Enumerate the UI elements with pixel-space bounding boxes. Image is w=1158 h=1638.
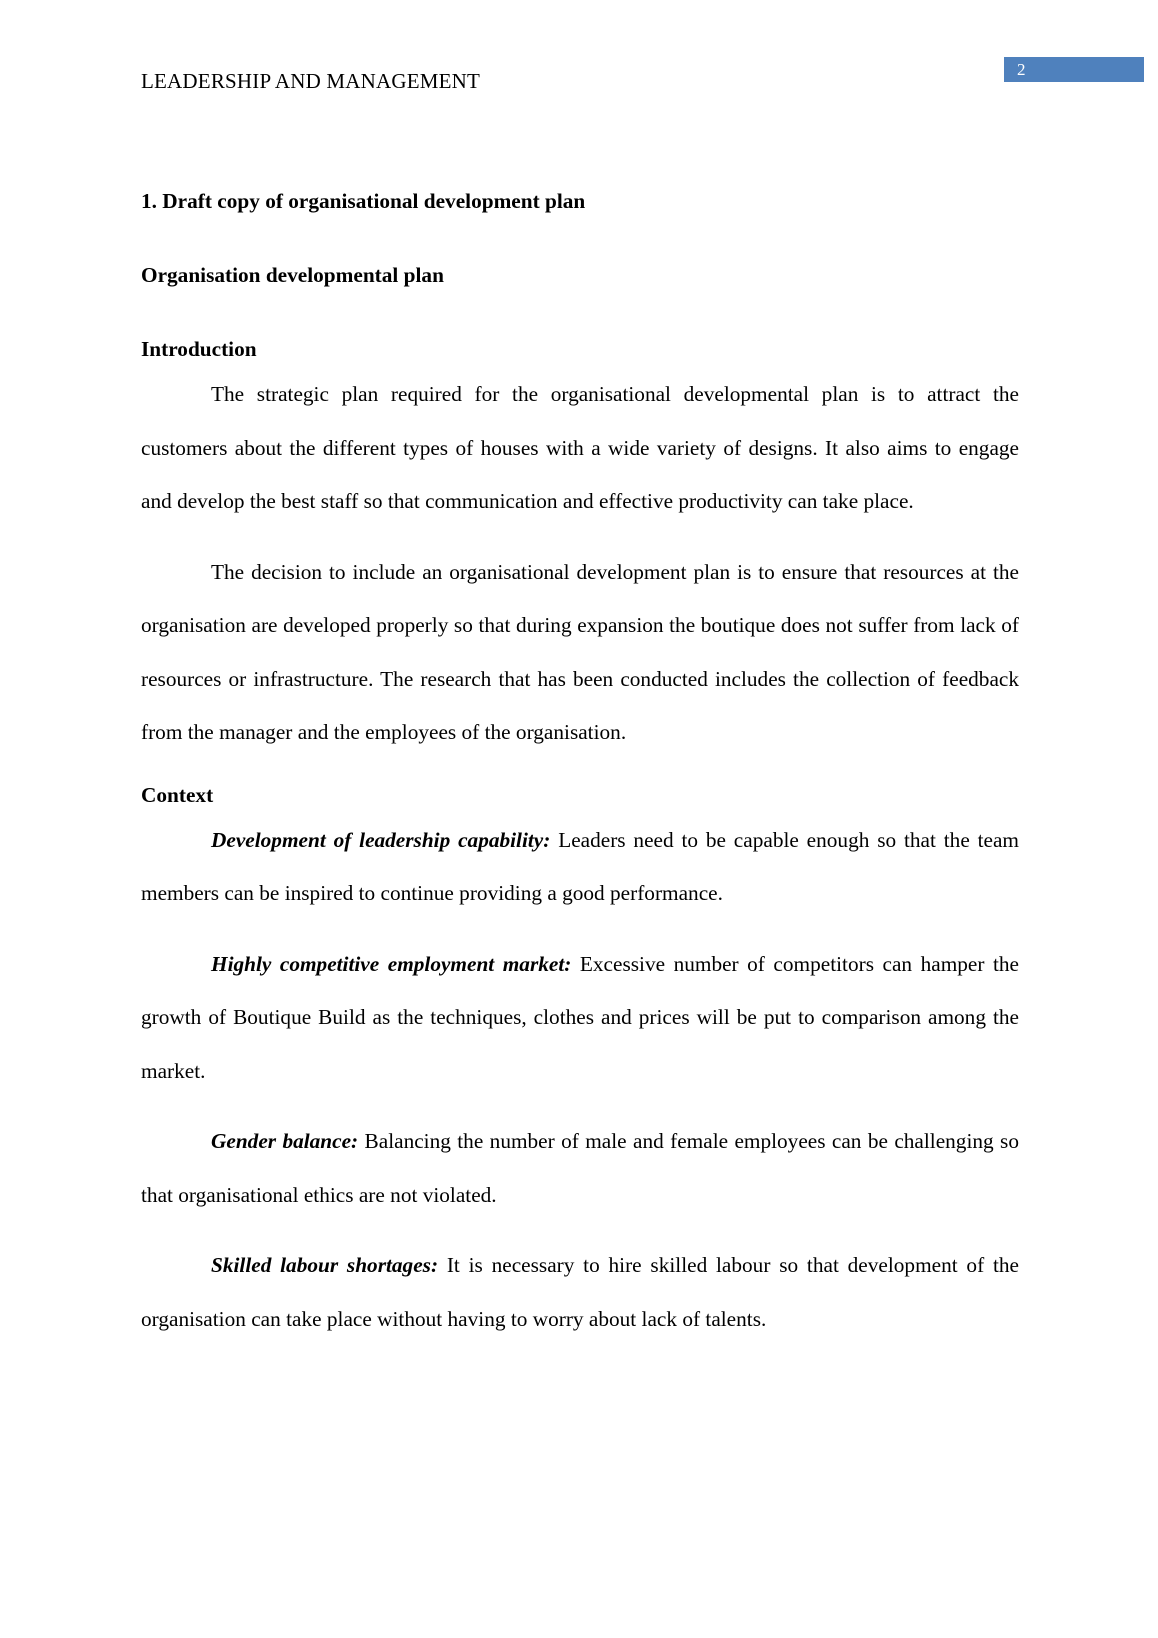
introduction-paragraph: The decision to include an organisational development plan is to ensure that resources at the organisation are developed properly so that during expansion the boutique does not suffer from lack of resources or infrastructure. The research that has been conducted includes the collection of feedback from the manager and the employees of the organisation. bbox=[141, 559, 1019, 744]
page-number: 2 bbox=[1017, 60, 1026, 79]
context-item-text: Excessive number of competitors can hamper the growth of Boutique Build as the techniques, clothes and prices will be put to comparison among the market. bbox=[141, 951, 1020, 1083]
document-body bbox=[141, 182, 1019, 1346]
context-item bbox=[141, 1115, 1019, 1222]
introduction-paragraph: The strategic plan required for the organisational developmental plan is to attract the customers about the different types of houses with a wide variety of designs. It also aims to engage and develop the best staff so that communication and effective productivity can take place. bbox=[141, 382, 1019, 513]
context-item-text: It is necessary to hire skilled labour so that development of the organisation can take place without having to worry about lack of talents. bbox=[141, 1253, 1019, 1331]
context-item-term: Development of leadership capability: bbox=[211, 827, 551, 852]
context-item bbox=[141, 814, 1019, 921]
context-item bbox=[141, 938, 1019, 1099]
context-item-term: Gender balance: bbox=[211, 1129, 359, 1153]
section-title: 1. Draft copy of organisational development plan bbox=[141, 189, 586, 213]
page-number-badge bbox=[1004, 57, 1144, 82]
introduction-heading: Introduction bbox=[141, 337, 257, 361]
context-item-text: Leaders need to be capable enough so that the team members can be inspired to continue providing a good performance. bbox=[141, 827, 1019, 905]
context-item-term: Highly competitive employment market: bbox=[211, 951, 572, 976]
running-header-title: LEADERSHIP AND MANAGEMENT bbox=[141, 69, 481, 93]
context-item-term: Skilled labour shortages: bbox=[211, 1253, 439, 1277]
context-heading: Context bbox=[141, 782, 214, 807]
context-item-text: Balancing the number of male and female employees can be challenging so that organisational ethics are not violated. bbox=[141, 1129, 1019, 1207]
context-item bbox=[141, 1239, 1019, 1346]
plan-title: Organisation developmental plan bbox=[141, 263, 444, 287]
